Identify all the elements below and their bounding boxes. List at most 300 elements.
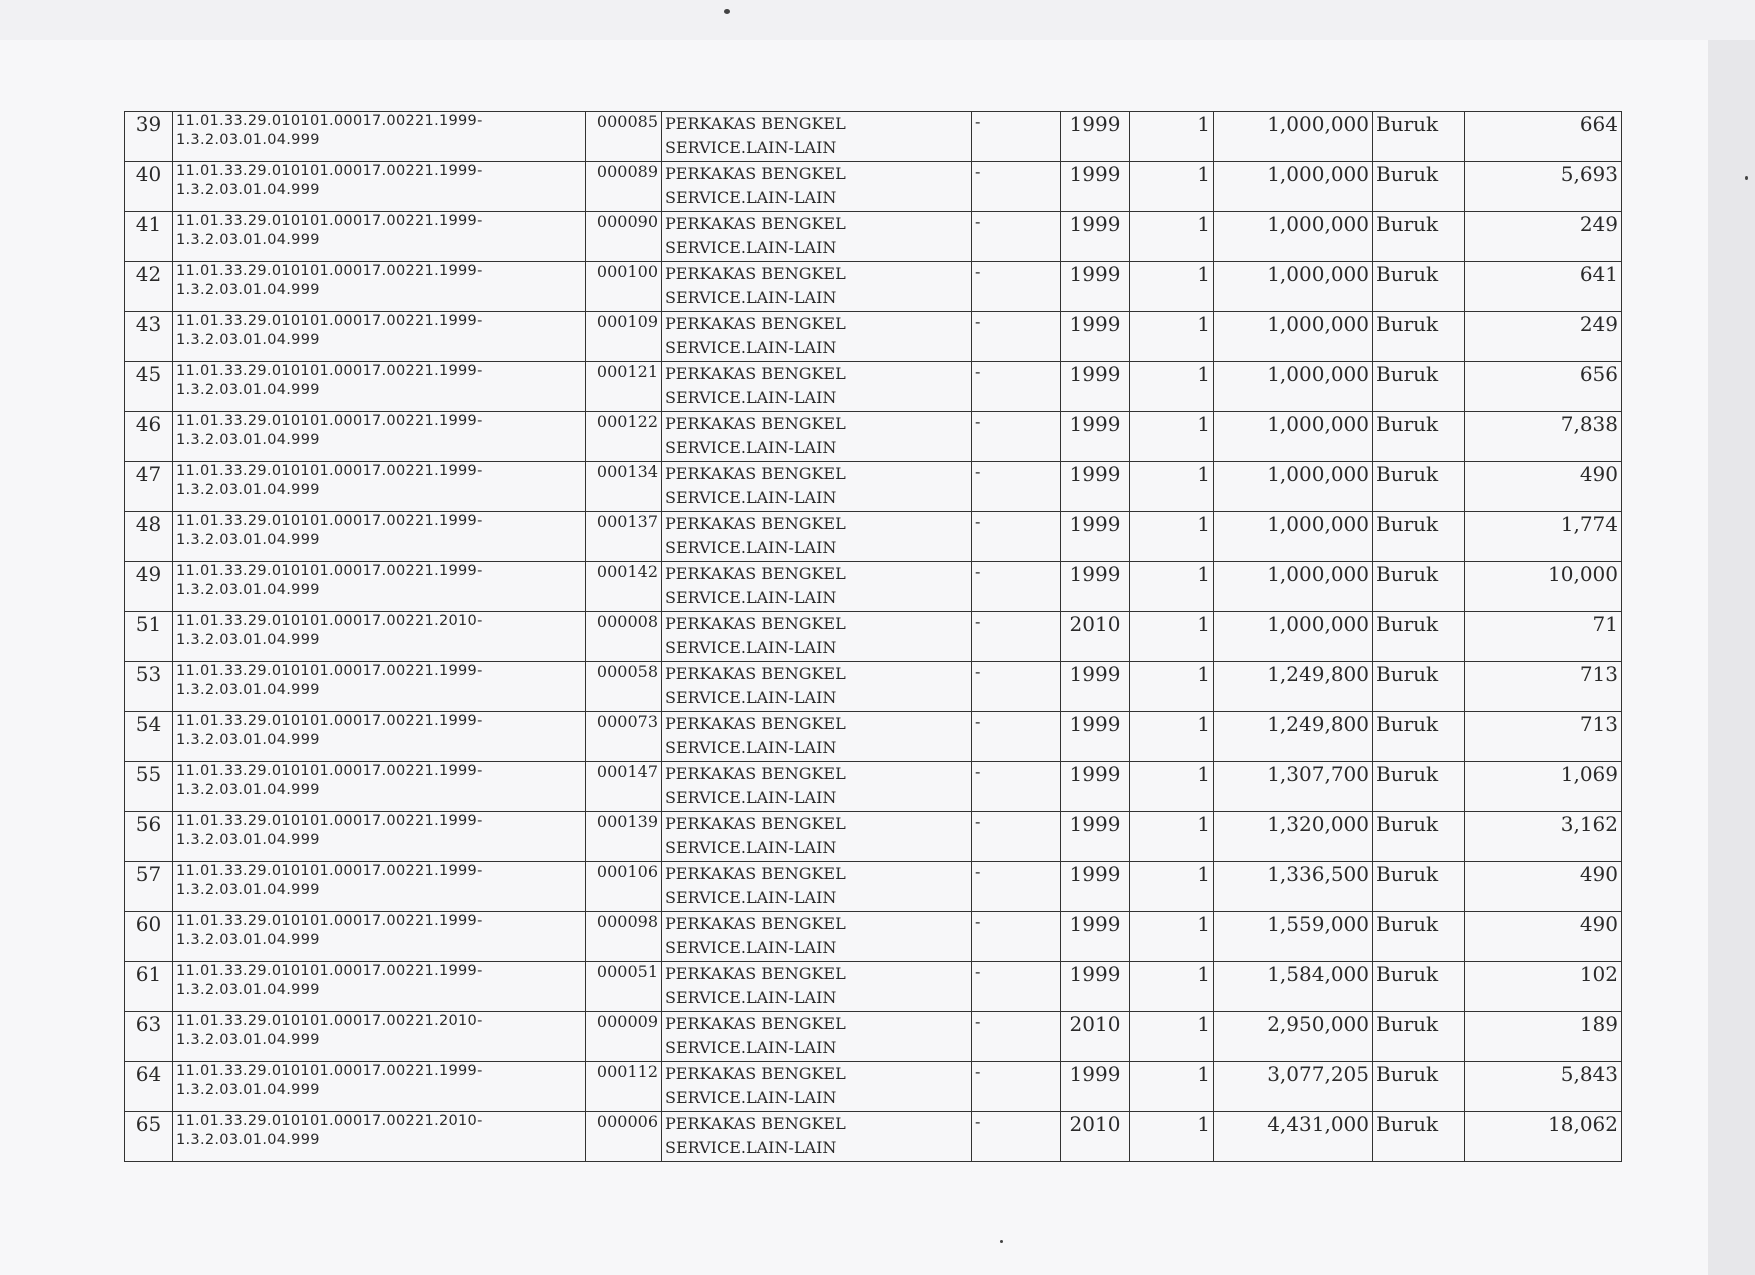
item-name-line-2: SERVICE.LAIN-LAIN [665, 538, 837, 557]
quantity: 1 [1130, 612, 1214, 662]
quantity: 1 [1130, 1062, 1214, 1112]
acquisition-year: 1999 [1061, 862, 1130, 912]
item-name-line-1: PERKAKAS BENGKEL [665, 214, 846, 233]
spec-cell: - [972, 162, 1061, 212]
table-row [125, 562, 1622, 612]
item-name-line-2: SERVICE.LAIN-LAIN [665, 588, 837, 607]
quantity: 1 [1130, 162, 1214, 212]
asset-code [173, 462, 586, 512]
condition: Buruk [1373, 762, 1465, 812]
asset-code [173, 362, 586, 412]
quantity: 1 [1130, 262, 1214, 312]
asset-code-line-1: 11.01.33.29.010101.00017.00221.1999- [176, 713, 483, 729]
spec-cell: - [972, 812, 1061, 862]
acquisition-year: 1999 [1061, 262, 1130, 312]
item-name-line-2: SERVICE.LAIN-LAIN [665, 1088, 837, 1107]
item-name-line-1: PERKAKAS BENGKEL [665, 1064, 846, 1083]
item-name-line-1: PERKAKAS BENGKEL [665, 1114, 846, 1133]
value-amount: 71 [1465, 612, 1622, 662]
item-name-line-1: PERKAKAS BENGKEL [665, 164, 846, 183]
spec-cell: - [972, 462, 1061, 512]
asset-code-line-1: 11.01.33.29.010101.00017.00221.1999- [176, 213, 483, 229]
register-number: 000006 [586, 1112, 662, 1162]
spec-cell: - [972, 412, 1061, 462]
asset-code [173, 1112, 586, 1162]
asset-code [173, 862, 586, 912]
spec-cell: - [972, 962, 1061, 1012]
item-name-line-1: PERKAKAS BENGKEL [665, 864, 846, 883]
condition: Buruk [1373, 512, 1465, 562]
condition: Buruk [1373, 712, 1465, 762]
item-name [662, 1062, 972, 1112]
item-name [662, 262, 972, 312]
asset-code-line-1: 11.01.33.29.010101.00017.00221.1999- [176, 963, 483, 979]
acquisition-year: 1999 [1061, 362, 1130, 412]
asset-code [173, 1012, 586, 1062]
asset-code-line-2: 1.3.2.03.01.04.999 [176, 632, 320, 648]
table-row [125, 262, 1622, 312]
register-number: 000147 [586, 762, 662, 812]
condition: Buruk [1373, 162, 1465, 212]
acquisition-price: 1,336,500 [1214, 862, 1373, 912]
acquisition-price: 2,950,000 [1214, 1012, 1373, 1062]
item-name-line-2: SERVICE.LAIN-LAIN [665, 388, 837, 407]
asset-code-line-1: 11.01.33.29.010101.00017.00221.2010- [176, 1013, 483, 1029]
asset-code [173, 812, 586, 862]
item-name [662, 762, 972, 812]
acquisition-price: 1,000,000 [1214, 212, 1373, 262]
spec-cell: - [972, 862, 1061, 912]
item-name-line-2: SERVICE.LAIN-LAIN [665, 488, 837, 507]
item-name [662, 212, 972, 262]
item-name [662, 1112, 972, 1162]
condition: Buruk [1373, 1112, 1465, 1162]
register-number: 000073 [586, 712, 662, 762]
condition: Buruk [1373, 562, 1465, 612]
asset-code-line-1: 11.01.33.29.010101.00017.00221.1999- [176, 163, 483, 179]
asset-code [173, 412, 586, 462]
asset-code-line-2: 1.3.2.03.01.04.999 [176, 732, 320, 748]
spec-cell: - [972, 662, 1061, 712]
register-number: 000085 [586, 112, 662, 162]
value-amount: 7,838 [1465, 412, 1622, 462]
row-number: 46 [125, 412, 173, 462]
register-number: 000137 [586, 512, 662, 562]
acquisition-year: 1999 [1061, 1062, 1130, 1112]
table-row [125, 1112, 1622, 1162]
item-name-line-2: SERVICE.LAIN-LAIN [665, 238, 837, 257]
acquisition-price: 1,249,800 [1214, 662, 1373, 712]
item-name [662, 112, 972, 162]
asset-code-line-2: 1.3.2.03.01.04.999 [176, 682, 320, 698]
scan-speck [724, 9, 730, 14]
item-name-line-1: PERKAKAS BENGKEL [665, 664, 846, 683]
value-amount: 490 [1465, 862, 1622, 912]
asset-code-line-2: 1.3.2.03.01.04.999 [176, 482, 320, 498]
item-name-line-2: SERVICE.LAIN-LAIN [665, 188, 837, 207]
table-row [125, 712, 1622, 762]
acquisition-year: 1999 [1061, 912, 1130, 962]
item-name-line-2: SERVICE.LAIN-LAIN [665, 1138, 837, 1157]
acquisition-price: 1,000,000 [1214, 612, 1373, 662]
condition: Buruk [1373, 1062, 1465, 1112]
register-number: 000058 [586, 662, 662, 712]
acquisition-year: 1999 [1061, 512, 1130, 562]
item-name-line-1: PERKAKAS BENGKEL [665, 914, 846, 933]
row-number: 54 [125, 712, 173, 762]
asset-code-line-2: 1.3.2.03.01.04.999 [176, 382, 320, 398]
quantity: 1 [1130, 662, 1214, 712]
asset-code-line-1: 11.01.33.29.010101.00017.00221.1999- [176, 763, 483, 779]
condition: Buruk [1373, 912, 1465, 962]
asset-code-line-1: 11.01.33.29.010101.00017.00221.1999- [176, 513, 483, 529]
condition: Buruk [1373, 112, 1465, 162]
table-row [125, 962, 1622, 1012]
row-number: 40 [125, 162, 173, 212]
acquisition-year: 1999 [1061, 712, 1130, 762]
asset-code-line-2: 1.3.2.03.01.04.999 [176, 182, 320, 198]
item-name-line-1: PERKAKAS BENGKEL [665, 614, 846, 633]
row-number: 48 [125, 512, 173, 562]
acquisition-price: 1,000,000 [1214, 412, 1373, 462]
value-amount: 189 [1465, 1012, 1622, 1062]
asset-code-line-2: 1.3.2.03.01.04.999 [176, 932, 320, 948]
asset-code-line-1: 11.01.33.29.010101.00017.00221.1999- [176, 263, 483, 279]
asset-code-line-2: 1.3.2.03.01.04.999 [176, 982, 320, 998]
item-name-line-2: SERVICE.LAIN-LAIN [665, 938, 837, 957]
asset-code [173, 612, 586, 662]
quantity: 1 [1130, 762, 1214, 812]
item-name-line-1: PERKAKAS BENGKEL [665, 464, 846, 483]
asset-code-line-1: 11.01.33.29.010101.00017.00221.1999- [176, 813, 483, 829]
acquisition-price: 1,559,000 [1214, 912, 1373, 962]
asset-code-line-1: 11.01.33.29.010101.00017.00221.1999- [176, 463, 483, 479]
spec-cell: - [972, 1112, 1061, 1162]
table-row [125, 212, 1622, 262]
item-name [662, 412, 972, 462]
item-name-line-1: PERKAKAS BENGKEL [665, 714, 846, 733]
asset-code [173, 562, 586, 612]
row-number: 49 [125, 562, 173, 612]
register-number: 000139 [586, 812, 662, 862]
register-number: 000008 [586, 612, 662, 662]
item-name [662, 162, 972, 212]
asset-code-line-1: 11.01.33.29.010101.00017.00221.1999- [176, 313, 483, 329]
acquisition-year: 2010 [1061, 1012, 1130, 1062]
spec-cell: - [972, 212, 1061, 262]
condition: Buruk [1373, 362, 1465, 412]
register-number: 000100 [586, 262, 662, 312]
asset-code-line-2: 1.3.2.03.01.04.999 [176, 532, 320, 548]
value-amount: 1,774 [1465, 512, 1622, 562]
acquisition-price: 1,320,000 [1214, 812, 1373, 862]
item-name [662, 512, 972, 562]
item-name-line-2: SERVICE.LAIN-LAIN [665, 988, 837, 1007]
item-name-line-2: SERVICE.LAIN-LAIN [665, 838, 837, 857]
row-number: 64 [125, 1062, 173, 1112]
quantity: 1 [1130, 962, 1214, 1012]
row-number: 51 [125, 612, 173, 662]
asset-code [173, 212, 586, 262]
item-name-line-1: PERKAKAS BENGKEL [665, 964, 846, 983]
item-name-line-1: PERKAKAS BENGKEL [665, 114, 846, 133]
register-number: 000109 [586, 312, 662, 362]
condition: Buruk [1373, 262, 1465, 312]
item-name-line-1: PERKAKAS BENGKEL [665, 1014, 846, 1033]
item-name-line-2: SERVICE.LAIN-LAIN [665, 1038, 837, 1057]
acquisition-year: 1999 [1061, 312, 1130, 362]
item-name-line-2: SERVICE.LAIN-LAIN [665, 788, 837, 807]
table-row [125, 362, 1622, 412]
item-name-line-2: SERVICE.LAIN-LAIN [665, 688, 837, 707]
acquisition-price: 1,584,000 [1214, 962, 1373, 1012]
spec-cell: - [972, 1012, 1061, 1062]
item-name-line-1: PERKAKAS BENGKEL [665, 514, 846, 533]
item-name-line-1: PERKAKAS BENGKEL [665, 264, 846, 283]
acquisition-year: 1999 [1061, 662, 1130, 712]
register-number: 000098 [586, 912, 662, 962]
table-row [125, 412, 1622, 462]
register-number: 000142 [586, 562, 662, 612]
asset-inventory-table [124, 111, 1622, 1162]
scan-speck [1745, 176, 1748, 180]
item-name-line-1: PERKAKAS BENGKEL [665, 364, 846, 383]
asset-code-line-1: 11.01.33.29.010101.00017.00221.2010- [176, 613, 483, 629]
table-row [125, 162, 1622, 212]
asset-code [173, 112, 586, 162]
row-number: 39 [125, 112, 173, 162]
acquisition-year: 1999 [1061, 212, 1130, 262]
asset-code [173, 312, 586, 362]
value-amount: 10,000 [1465, 562, 1622, 612]
item-name [662, 362, 972, 412]
quantity: 1 [1130, 812, 1214, 862]
acquisition-price: 1,000,000 [1214, 112, 1373, 162]
acquisition-year: 1999 [1061, 162, 1130, 212]
item-name [662, 662, 972, 712]
item-name [662, 912, 972, 962]
item-name-line-1: PERKAKAS BENGKEL [665, 414, 846, 433]
asset-code-line-2: 1.3.2.03.01.04.999 [176, 832, 320, 848]
item-name-line-1: PERKAKAS BENGKEL [665, 564, 846, 583]
spec-cell: - [972, 562, 1061, 612]
value-amount: 249 [1465, 212, 1622, 262]
value-amount: 5,843 [1465, 1062, 1622, 1112]
acquisition-year: 1999 [1061, 412, 1130, 462]
table-row [125, 762, 1622, 812]
value-amount: 18,062 [1465, 1112, 1622, 1162]
item-name [662, 962, 972, 1012]
table-body [125, 112, 1622, 1162]
quantity: 1 [1130, 1112, 1214, 1162]
acquisition-price: 1,000,000 [1214, 562, 1373, 612]
item-name-line-2: SERVICE.LAIN-LAIN [665, 288, 837, 307]
register-number: 000089 [586, 162, 662, 212]
row-number: 55 [125, 762, 173, 812]
condition: Buruk [1373, 612, 1465, 662]
row-number: 65 [125, 1112, 173, 1162]
asset-code [173, 962, 586, 1012]
table-row [125, 1062, 1622, 1112]
asset-code-line-1: 11.01.33.29.010101.00017.00221.1999- [176, 1063, 483, 1079]
row-number: 53 [125, 662, 173, 712]
scan-speck [1000, 1240, 1003, 1243]
asset-code-line-2: 1.3.2.03.01.04.999 [176, 432, 320, 448]
acquisition-year: 2010 [1061, 1112, 1130, 1162]
asset-code [173, 912, 586, 962]
quantity: 1 [1130, 112, 1214, 162]
asset-code-line-1: 11.01.33.29.010101.00017.00221.1999- [176, 113, 483, 129]
quantity: 1 [1130, 1012, 1214, 1062]
item-name [662, 562, 972, 612]
row-number: 42 [125, 262, 173, 312]
quantity: 1 [1130, 312, 1214, 362]
asset-code-line-1: 11.01.33.29.010101.00017.00221.2010- [176, 1113, 483, 1129]
asset-code-line-2: 1.3.2.03.01.04.999 [176, 132, 320, 148]
acquisition-year: 1999 [1061, 962, 1130, 1012]
asset-code [173, 662, 586, 712]
quantity: 1 [1130, 712, 1214, 762]
value-amount: 641 [1465, 262, 1622, 312]
asset-code-line-2: 1.3.2.03.01.04.999 [176, 582, 320, 598]
item-name [662, 612, 972, 662]
asset-code-line-2: 1.3.2.03.01.04.999 [176, 332, 320, 348]
spec-cell: - [972, 312, 1061, 362]
condition: Buruk [1373, 412, 1465, 462]
item-name [662, 462, 972, 512]
table-row [125, 112, 1622, 162]
asset-code [173, 712, 586, 762]
spec-cell: - [972, 1062, 1061, 1112]
spec-cell: - [972, 612, 1061, 662]
item-name-line-2: SERVICE.LAIN-LAIN [665, 888, 837, 907]
quantity: 1 [1130, 862, 1214, 912]
value-amount: 656 [1465, 362, 1622, 412]
item-name [662, 862, 972, 912]
table-row [125, 662, 1622, 712]
value-amount: 5,693 [1465, 162, 1622, 212]
table-row [125, 812, 1622, 862]
register-number: 000121 [586, 362, 662, 412]
asset-code [173, 262, 586, 312]
row-number: 60 [125, 912, 173, 962]
spec-cell: - [972, 712, 1061, 762]
row-number: 63 [125, 1012, 173, 1062]
acquisition-price: 1,000,000 [1214, 262, 1373, 312]
item-name-line-2: SERVICE.LAIN-LAIN [665, 638, 837, 657]
asset-code-line-1: 11.01.33.29.010101.00017.00221.1999- [176, 413, 483, 429]
quantity: 1 [1130, 562, 1214, 612]
acquisition-price: 1,000,000 [1214, 312, 1373, 362]
register-number: 000051 [586, 962, 662, 1012]
table-row [125, 1012, 1622, 1062]
condition: Buruk [1373, 1012, 1465, 1062]
table-row [125, 312, 1622, 362]
item-name [662, 812, 972, 862]
value-amount: 1,069 [1465, 762, 1622, 812]
register-number: 000090 [586, 212, 662, 262]
item-name-line-1: PERKAKAS BENGKEL [665, 814, 846, 833]
acquisition-price: 1,000,000 [1214, 462, 1373, 512]
condition: Buruk [1373, 962, 1465, 1012]
scan-background-top [0, 0, 1755, 40]
acquisition-year: 1999 [1061, 762, 1130, 812]
asset-code-line-1: 11.01.33.29.010101.00017.00221.1999- [176, 363, 483, 379]
acquisition-year: 1999 [1061, 462, 1130, 512]
quantity: 1 [1130, 512, 1214, 562]
asset-code-line-2: 1.3.2.03.01.04.999 [176, 782, 320, 798]
row-number: 56 [125, 812, 173, 862]
row-number: 41 [125, 212, 173, 262]
asset-code-line-2: 1.3.2.03.01.04.999 [176, 882, 320, 898]
table-row [125, 512, 1622, 562]
spec-cell: - [972, 112, 1061, 162]
asset-code-line-2: 1.3.2.03.01.04.999 [176, 232, 320, 248]
register-number: 000112 [586, 1062, 662, 1112]
asset-code [173, 512, 586, 562]
value-amount: 102 [1465, 962, 1622, 1012]
quantity: 1 [1130, 362, 1214, 412]
spec-cell: - [972, 762, 1061, 812]
item-name-line-2: SERVICE.LAIN-LAIN [665, 438, 837, 457]
spec-cell: - [972, 912, 1061, 962]
spec-cell: - [972, 362, 1061, 412]
value-amount: 713 [1465, 712, 1622, 762]
quantity: 1 [1130, 412, 1214, 462]
row-number: 45 [125, 362, 173, 412]
asset-code-line-1: 11.01.33.29.010101.00017.00221.1999- [176, 663, 483, 679]
item-name [662, 1012, 972, 1062]
register-number: 000122 [586, 412, 662, 462]
register-number: 000134 [586, 462, 662, 512]
acquisition-price: 1,000,000 [1214, 512, 1373, 562]
asset-code-line-2: 1.3.2.03.01.04.999 [176, 1082, 320, 1098]
asset-code [173, 162, 586, 212]
item-name-line-2: SERVICE.LAIN-LAIN [665, 138, 837, 157]
acquisition-price: 1,307,700 [1214, 762, 1373, 812]
item-name [662, 712, 972, 762]
acquisition-price: 4,431,000 [1214, 1112, 1373, 1162]
table-row [125, 862, 1622, 912]
row-number: 43 [125, 312, 173, 362]
register-number: 000106 [586, 862, 662, 912]
value-amount: 713 [1465, 662, 1622, 712]
spec-cell: - [972, 512, 1061, 562]
quantity: 1 [1130, 212, 1214, 262]
value-amount: 249 [1465, 312, 1622, 362]
asset-code-line-1: 11.01.33.29.010101.00017.00221.1999- [176, 913, 483, 929]
value-amount: 490 [1465, 912, 1622, 962]
asset-code [173, 1062, 586, 1112]
asset-code [173, 762, 586, 812]
item-name [662, 312, 972, 362]
table-row [125, 912, 1622, 962]
quantity: 1 [1130, 462, 1214, 512]
condition: Buruk [1373, 462, 1465, 512]
asset-code-line-2: 1.3.2.03.01.04.999 [176, 282, 320, 298]
asset-code-line-1: 11.01.33.29.010101.00017.00221.1999- [176, 863, 483, 879]
condition: Buruk [1373, 312, 1465, 362]
condition: Buruk [1373, 662, 1465, 712]
acquisition-price: 1,000,000 [1214, 362, 1373, 412]
row-number: 61 [125, 962, 173, 1012]
table-row [125, 462, 1622, 512]
acquisition-year: 1999 [1061, 112, 1130, 162]
item-name-line-2: SERVICE.LAIN-LAIN [665, 338, 837, 357]
value-amount: 664 [1465, 112, 1622, 162]
acquisition-year: 1999 [1061, 562, 1130, 612]
table-row [125, 612, 1622, 662]
